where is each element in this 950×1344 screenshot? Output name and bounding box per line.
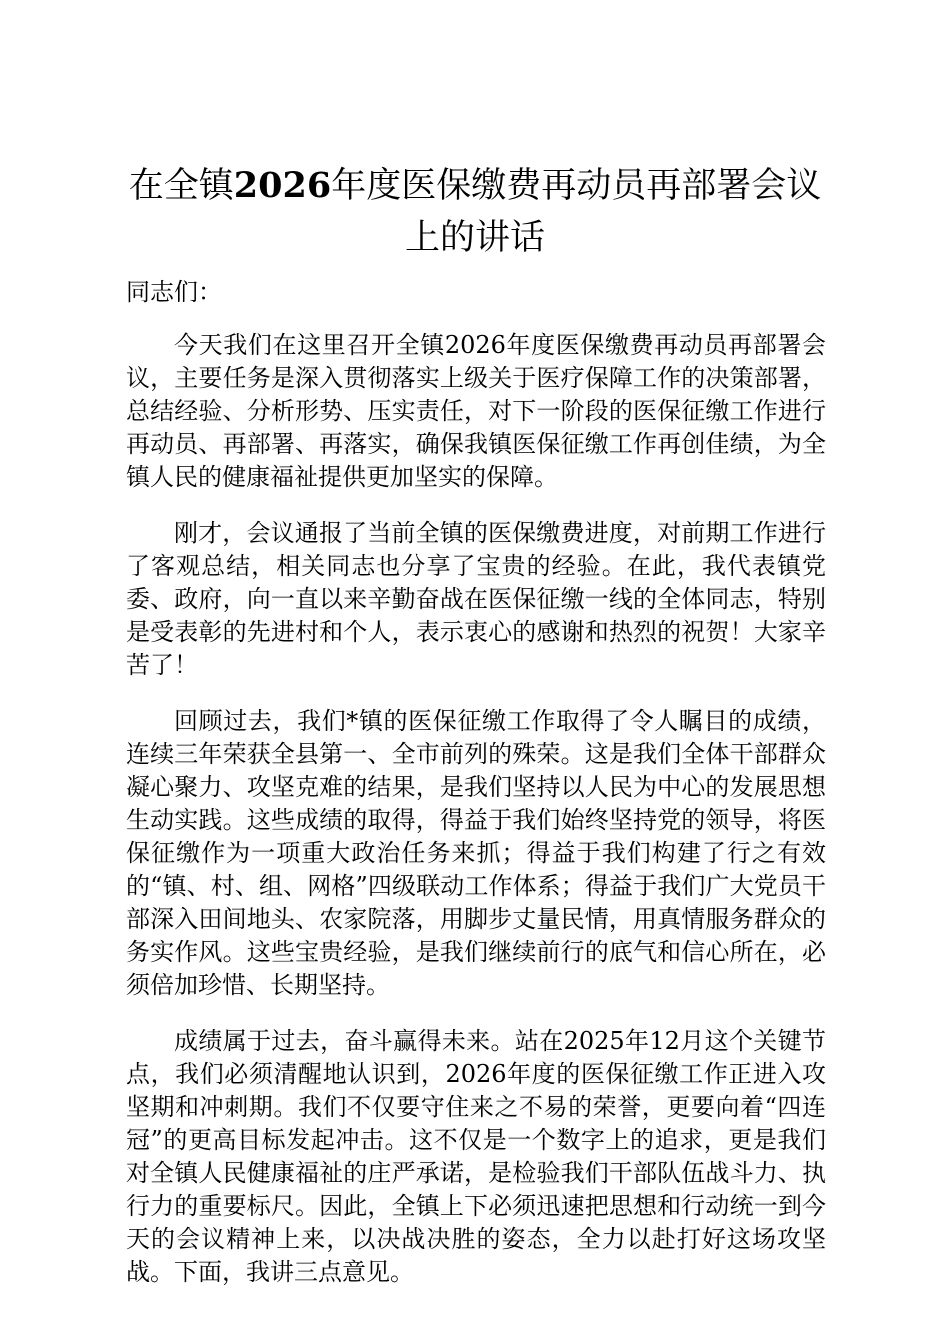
paragraph: 成绩属于过去，奋斗赢得未来。站在2025年12月这个关键节点，我们必须清醒地认识到，2026年度的医保征缴工作正进入攻坚期和冲刺期。我们不仅要守住来之不易的荣誉，更要向着“四连冠”的更高目标发起冲击。这不仅是一个数字上的追求，更是我们对全镇人民健康福祉的庄严承诺，是检验我们干部队伍战斗力、执行力的重要标尺。因此，全镇上下必须迅速把思想和行动统一到今天的会议精神上来，以决战决胜的姿态，全力以赴打好这场攻坚战。下面，我讲三点意见。 xyxy=(126,1027,826,1286)
paragraph: 刚才，会议通报了当前全镇的医保缴费进度，对前期工作进行了客观总结，相关同志也分享了宝贵的经验。在此，我代表镇党委、政府，向一直以来辛勤奋战在医保征缴一线的全体同志，特别是受表彰的先进村和个人，表示衷心的感谢和热烈的祝贺！大家辛苦了！ xyxy=(126,519,826,679)
document-body xyxy=(126,276,826,1312)
paragraph: 今天我们在这里召开全镇2026年度医保缴费再动员再部署会议，主要任务是深入贯彻落实上级关于医疗保障工作的决策部署，总结经验、分析形势、压实责任，对下一阶段的医保征缴工作进行再动员、再部署、再落实，确保我镇医保征缴工作再创佳绩，为全镇人民的健康福祉提供更加坚实的保障。 xyxy=(126,331,826,491)
title-text-before: 在全镇 xyxy=(128,166,234,206)
title-text-after: 年度医保缴费再动员再部署会议 xyxy=(331,166,822,206)
title-line-2: 上的讲话 xyxy=(404,218,545,258)
document-title xyxy=(110,160,840,264)
title-year: 2026 xyxy=(233,165,332,206)
paragraph: 回顾过去，我们*镇的医保征缴工作取得了令人瞩目的成绩，连续三年荣获全县第一、全市前列的殊荣。这是我们全体干部群众凝心聚力、攻坚克难的结果，是我们坚持以人民为中心的发展思想生动实践。这些成绩的取得，得益于我们始终坚持党的领导，将医保征缴作为一项重大政治任务来抓；得益于我们构建了行之有效的“镇、村、组、网格”四级联动工作体系；得益于我们广大党员干部深入田间地头、农家院落，用脚步丈量民情，用真情服务群众的务实作风。这些宝贵经验，是我们继续前行的底气和信心所在，必须倍加珍惜、长期坚持。 xyxy=(126,707,826,999)
salutation: 同志们： xyxy=(126,278,222,306)
